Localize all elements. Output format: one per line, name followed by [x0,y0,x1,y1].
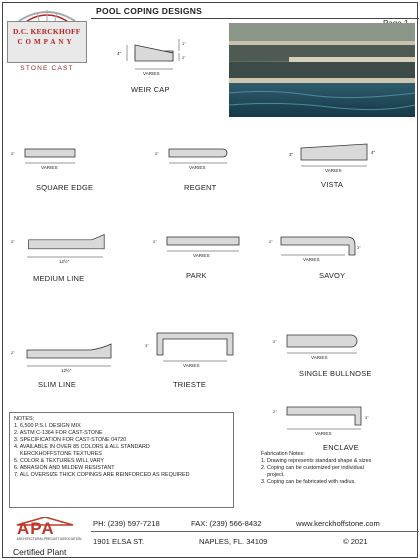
fabrication-item: 1. Drawing represents standard shape & sizes [261,458,372,464]
square-edge-dim: 2" [11,151,15,156]
single-bullnose-varies: VARIES [311,355,328,360]
savoy-dim-3: 3" [357,245,361,250]
page-title: POOL COPING DESIGNS [96,6,203,16]
logo-name: D.C. KERCKHOFF [13,27,81,36]
label-regent: REGENT [184,183,217,192]
label-weir-cap: WEIR CAP [131,85,170,94]
label-square-edge: SQUARE EDGE [36,183,94,192]
medium-line-dim: 2" [11,239,15,244]
label-savoy: SAVOY [319,271,346,280]
square-edge-profile [7,143,87,173]
notes-item: 6. ABRASION AND MILDEW RESISTANT [14,465,115,471]
vista-dim-3: 3" [289,152,294,157]
medium-line-dim-width: 12½" [59,259,70,264]
apa-association: ARCHITECTURAL PRECAST ASSOCIATION [16,537,82,541]
drawing-sheet [2,2,418,558]
weir-varies: VARIES [143,71,160,76]
footer-rule [91,531,419,532]
weir-cap-profile [113,33,193,79]
footer-fax: FAX: (239) 566-8432 [191,519,262,528]
weir-dim-2: 2" [182,55,186,60]
notes-item: KERCKHOFFSTONE TEXTURES [14,451,102,457]
label-single-bullnose: SINGLE BULLNOSE [299,369,372,378]
park-profile [151,231,246,261]
savoy-profile [265,229,365,265]
logo-arch-icon [17,7,77,21]
slim-line-profile [7,338,122,376]
label-enclave: ENCLAVE [323,443,359,452]
regent-dim: 2" [155,151,159,156]
header-rule [91,18,419,19]
footer-city: NAPLES, FL. 34109 [199,537,268,546]
pool-photo [229,23,415,117]
regent-profile [151,143,241,173]
vista-profile [283,138,383,176]
trieste-dim: 3" [145,343,149,348]
trieste-profile [143,325,243,375]
label-trieste: TRIESTE [173,380,207,389]
logo-company: COMPANY [17,38,75,46]
footer-address: 1901 ELSA ST. [93,537,145,546]
enclave-profile [271,399,381,439]
square-edge-varies: VARIES [41,165,58,170]
apa-certified-logo [9,515,87,559]
notes-title: NOTES: [14,416,35,422]
fabrication-notes [261,451,417,486]
notes-item: 1. 6,500 P.S.I. DESIGN MIX [14,423,81,429]
notes-item: 5. COLOR & TEXTURES WILL VARY [14,458,104,464]
savoy-dim-2: 2" [269,239,273,244]
single-bullnose-profile [271,323,371,363]
footer-copyright: © 2021 [343,537,368,546]
apa-letters: APA [17,519,55,538]
trieste-varies: VARIES [183,363,200,368]
park-varies: VARIES [193,253,210,258]
slim-line-dim-width: 12½" [61,368,72,373]
company-logo [7,7,87,77]
vista-varies: VARIES [325,168,342,173]
slim-line-dim: 2" [11,350,15,355]
medium-line-profile [7,229,117,267]
savoy-varies: VARIES [303,257,320,262]
footer-website[interactable]: www.kerckhoffstone.com [296,519,380,528]
apa-certified: Certified Plant [13,547,67,557]
regent-varies: VARIES [189,165,206,170]
footer-phone: PH: (239) 597-7218 [93,519,160,528]
enclave-varies: VARIES [315,431,332,436]
notes-item: 3. SPECIFICATION FOR CAST-STONE 04720 [14,437,127,443]
notes-item: 4. AVAILABLE IN OVER 85 COLORS & ALL STANDARD [14,444,150,450]
label-slim-line: SLIM LINE [38,380,77,389]
vista-dim-4: 4" [371,150,376,155]
label-vista: VISTA [321,180,344,189]
fabrication-item: 2. Coping can be customized per individual [261,465,364,471]
notes-item: 7. ALL OVERSIZE THICK COPINGS ARE REINFORCED AS REQUIRED [14,472,190,478]
weir-dim-1: 1" [182,41,186,46]
fabrication-title: Fabrication Notes: [261,451,305,457]
fabrication-item: project. [261,472,285,478]
notes-item: 2. ASTM C-1364 FOR CAST-STONE [14,430,103,436]
enclave-dim-3: 3" [365,415,369,420]
label-medium-line: MEDIUM LINE [33,274,85,283]
fabrication-item: 3. Coping can be fabricated with radius. [261,479,356,485]
single-bullnose-dim: 2" [273,339,277,344]
park-dim: 2" [153,239,157,244]
notes-box [9,412,234,508]
label-park: PARK [186,271,207,280]
enclave-dim-2: 2" [273,409,277,414]
logo-tagline: STONE CAST [20,65,74,72]
weir-dim-4: 4" [117,51,122,56]
